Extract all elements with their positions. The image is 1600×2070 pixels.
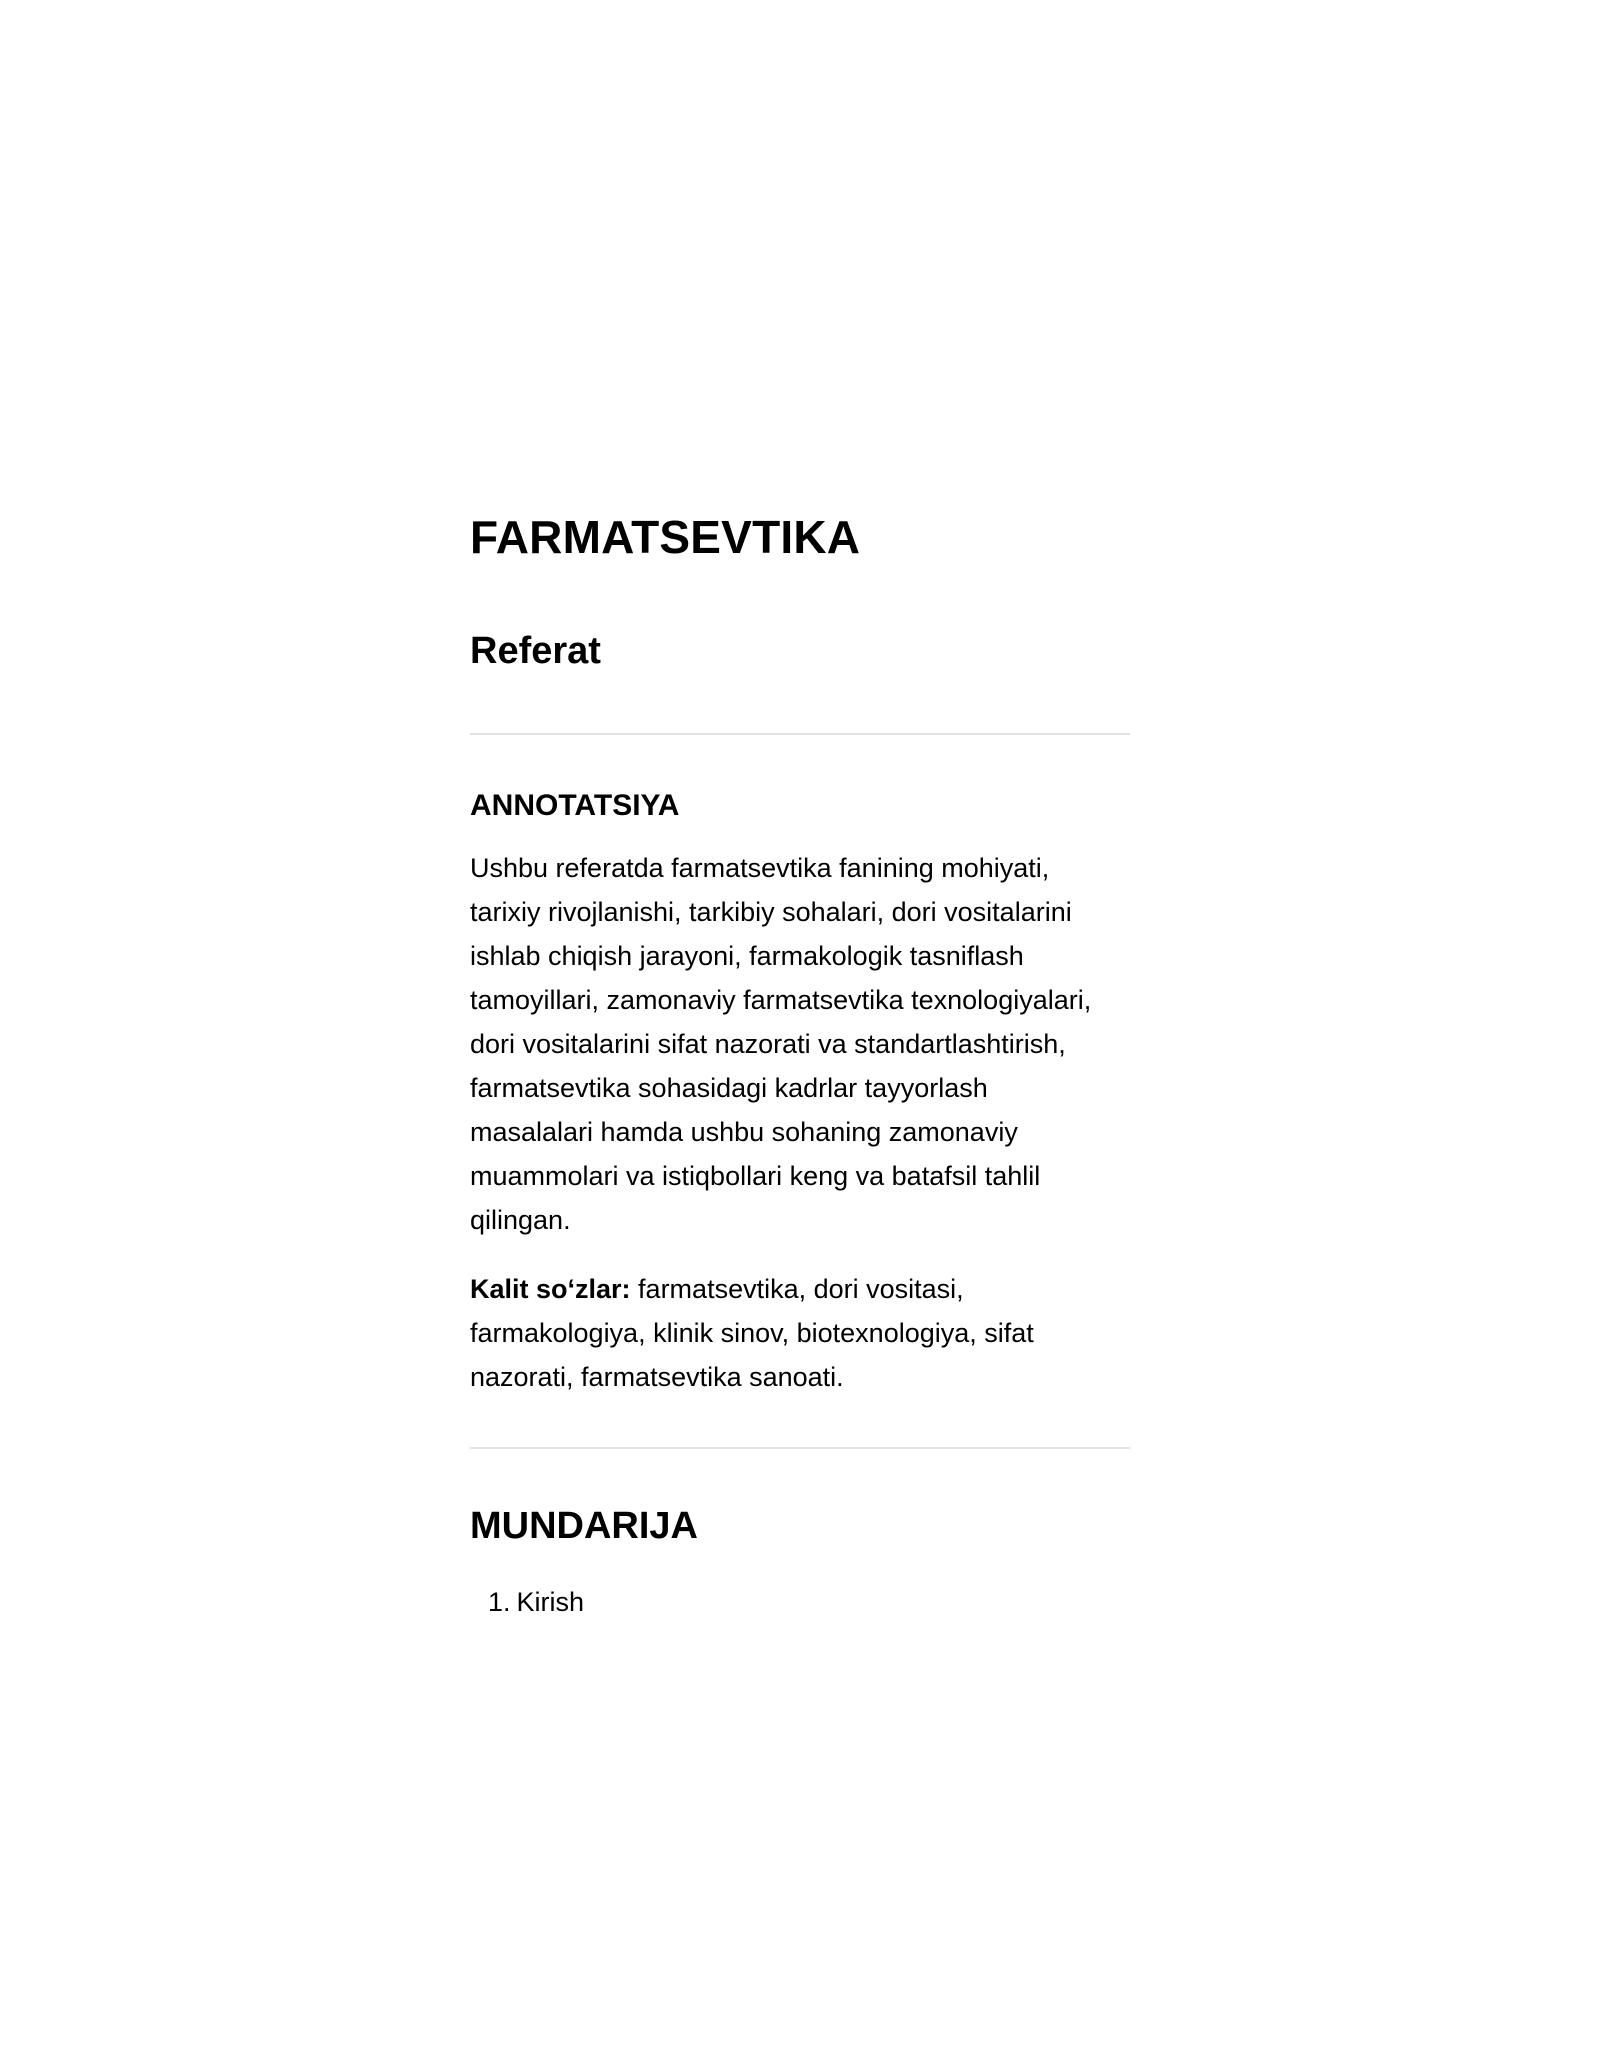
- keywords-line: farmakologiya, klinik sinov, biotexnologiya, sifat: [470, 1318, 1034, 1348]
- divider: [470, 733, 1130, 735]
- annotation-line: masalalari hamda ushbu sohaning zamonaviy: [470, 1117, 1018, 1147]
- keywords-label: Kalit so‘zlar:: [470, 1274, 631, 1304]
- document-title: FARMATSEVTIKA: [470, 511, 861, 563]
- contents-list: [470, 1580, 584, 1624]
- keywords-paragraph: [470, 1267, 1130, 1399]
- annotation-line: muammolari va istiqbollari keng va batafsil tahlil: [470, 1161, 1041, 1191]
- contents-heading: MUNDARIJA: [470, 1505, 698, 1547]
- annotation-line: ishlab chiqish jarayoni, farmakologik tasniflash: [470, 941, 1024, 971]
- keywords-line: nazorati, farmatsevtika sanoati.: [470, 1362, 844, 1392]
- annotation-text: [470, 846, 1130, 1242]
- annotation-line: tamoyillari, zamonaviy farmatsevtika texnologiyalari,: [470, 985, 1092, 1015]
- annotation-line: Ushbu referatda farmatsevtika fanining mohiyati,: [470, 853, 1050, 883]
- contents-item-kirish: [470, 1580, 584, 1624]
- document-subtitle: Referat: [470, 630, 601, 672]
- divider: [470, 1447, 1130, 1449]
- annotation-line: qilingan.: [470, 1205, 571, 1235]
- annotation-line: farmatsevtika sohasidagi kadrlar tayyorlash: [470, 1073, 988, 1103]
- keywords-line: farmatsevtika, dori vositasi,: [630, 1274, 964, 1304]
- annotation-heading: ANNOTATSIYA: [470, 789, 680, 822]
- annotation-line: dori vositalarini sifat nazorati va standartlashtirish,: [470, 1029, 1066, 1059]
- contents-item-number: 1.: [488, 1587, 511, 1617]
- annotation-line: tarixiy rivojlanishi, tarkibiy sohalari, dori vositalarini: [470, 897, 1072, 927]
- contents-item-label: Kirish: [516, 1587, 585, 1617]
